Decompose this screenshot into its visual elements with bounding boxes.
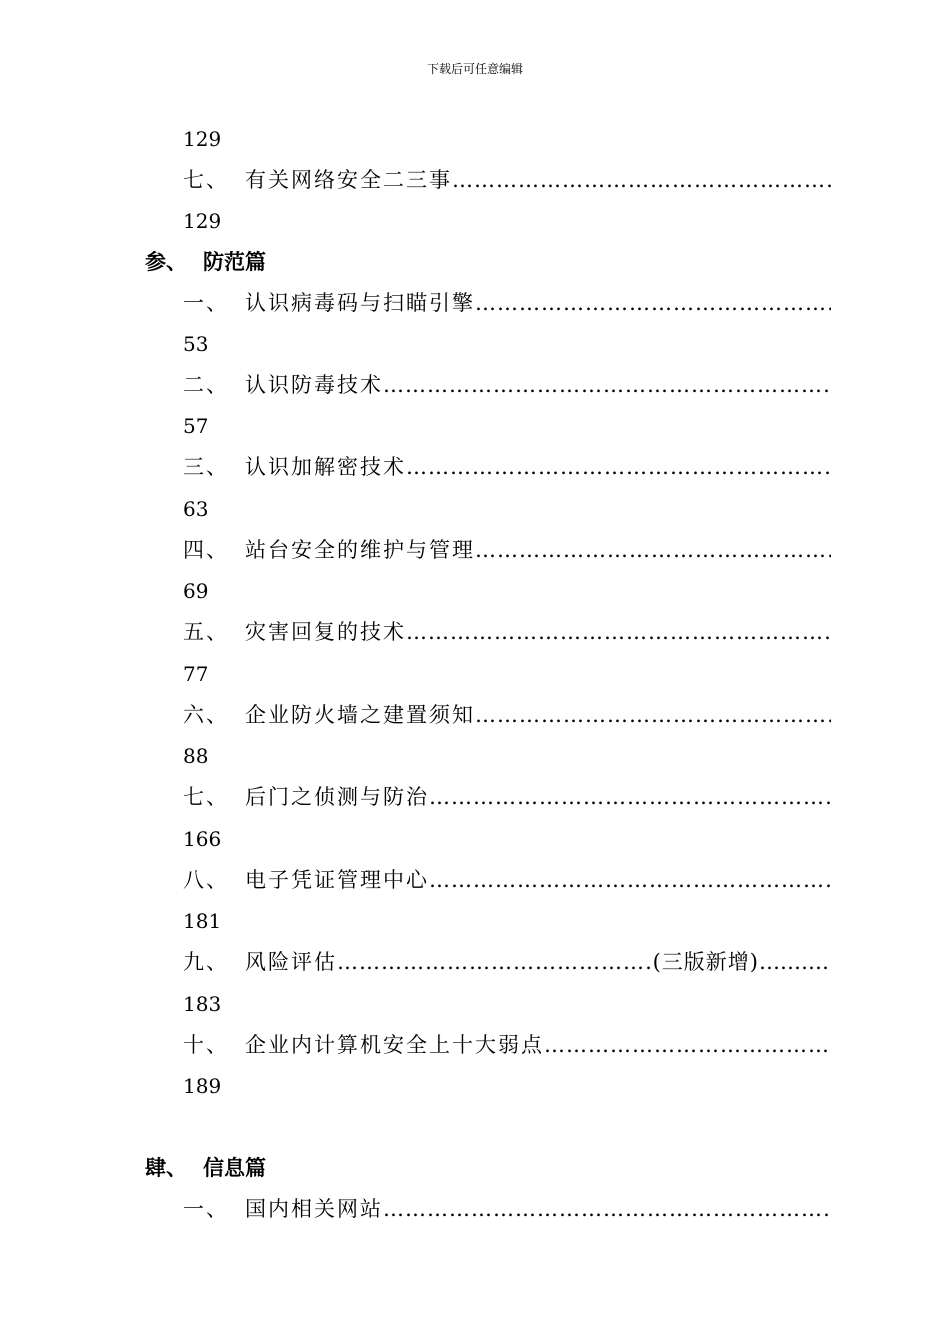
toc-page-number: 183: [183, 992, 222, 1016]
section-title: 防范篇: [203, 250, 266, 274]
dot-leader: [383, 1194, 831, 1224]
toc-entry[interactable]: [183, 700, 831, 730]
toc-entry[interactable]: [183, 782, 831, 812]
dot-leader: [429, 782, 831, 812]
dot-leader: [429, 865, 831, 895]
toc-page-number: 129: [183, 209, 222, 233]
dot-leader: [406, 452, 831, 482]
toc-entry-note: (三版新增): [652, 950, 759, 974]
toc-entry[interactable]: [183, 617, 831, 647]
toc-entry-title: 企业防火墙之建置须知: [245, 703, 475, 727]
toc-entry-title: 站台安全的维护与管理: [245, 538, 475, 562]
toc-entry-number: 七、: [183, 785, 229, 809]
toc-entry-number: 八、: [183, 868, 229, 892]
toc-page-number: 57: [183, 414, 209, 438]
dot-leader: [759, 947, 831, 977]
section-title: 信息篇: [203, 1156, 266, 1180]
toc-entry-number: 二、: [183, 373, 229, 397]
toc-entry-title: 国内相关网站: [245, 1197, 383, 1221]
toc-entry-number: 五、: [183, 620, 229, 644]
toc-page-number: 53: [183, 332, 209, 356]
toc-entry-number: 一、: [183, 291, 229, 315]
toc-entry[interactable]: [183, 165, 831, 195]
toc-entry[interactable]: [183, 865, 831, 895]
toc-page-number: 63: [183, 497, 209, 521]
toc-entry[interactable]: [183, 947, 831, 977]
toc-entry-title: 有关网络安全二三事: [245, 168, 452, 192]
toc-page-number: 77: [183, 662, 209, 686]
toc-entry-title: 企业内计算机安全上十大弱点: [245, 1033, 544, 1057]
toc-page-number: 166: [183, 827, 222, 851]
toc-page-number: 69: [183, 579, 209, 603]
dot-leader: [475, 700, 831, 730]
dot-leader: [383, 370, 831, 400]
toc-entry[interactable]: [183, 535, 831, 565]
header-note: 下载后可任意编辑: [426, 62, 523, 76]
toc-entry-title: 认识加解密技术: [245, 455, 406, 479]
toc-entry-number: 三、: [183, 455, 229, 479]
toc-page-number: 189: [183, 1074, 222, 1098]
toc-entry[interactable]: [183, 452, 831, 482]
toc-entry-number: 四、: [183, 538, 229, 562]
toc-entry[interactable]: [183, 1194, 831, 1224]
toc-entry-number: 六、: [183, 703, 229, 727]
dot-leader: [406, 617, 831, 647]
toc-entry-title: 后门之侦测与防治: [245, 785, 429, 809]
section-heading-information: [145, 1153, 266, 1183]
section-heading-prevention: [145, 247, 266, 277]
toc-entry-title: 灾害回复的技术: [245, 620, 406, 644]
toc-entry-number: 九、: [183, 950, 229, 974]
toc-entry-title: 认识防毒技术: [245, 373, 383, 397]
dot-leader: [475, 535, 831, 565]
toc-entry-title: 认识病毒码与扫瞄引擎: [245, 291, 475, 315]
toc-entry-number: 七、: [183, 168, 229, 192]
section-number: 参、: [145, 250, 187, 274]
dot-leader: [452, 165, 831, 195]
toc-page-number: 88: [183, 744, 209, 768]
toc-page-number: 129: [183, 127, 222, 151]
toc-entry-number: 十、: [183, 1033, 229, 1057]
dot-leader: [544, 1030, 831, 1060]
toc-entry-title: 风险评估: [245, 950, 337, 974]
section-number: 肆、: [145, 1156, 187, 1180]
toc-entry[interactable]: [183, 1030, 831, 1060]
toc-entry-number: 一、: [183, 1197, 229, 1221]
toc-entry[interactable]: [183, 288, 831, 318]
dot-leader: [337, 947, 653, 977]
dot-leader: [475, 288, 831, 318]
toc-page-number: 181: [183, 909, 222, 933]
toc-entry-title: 电子凭证管理中心: [245, 868, 429, 892]
toc-entry[interactable]: [183, 370, 831, 400]
